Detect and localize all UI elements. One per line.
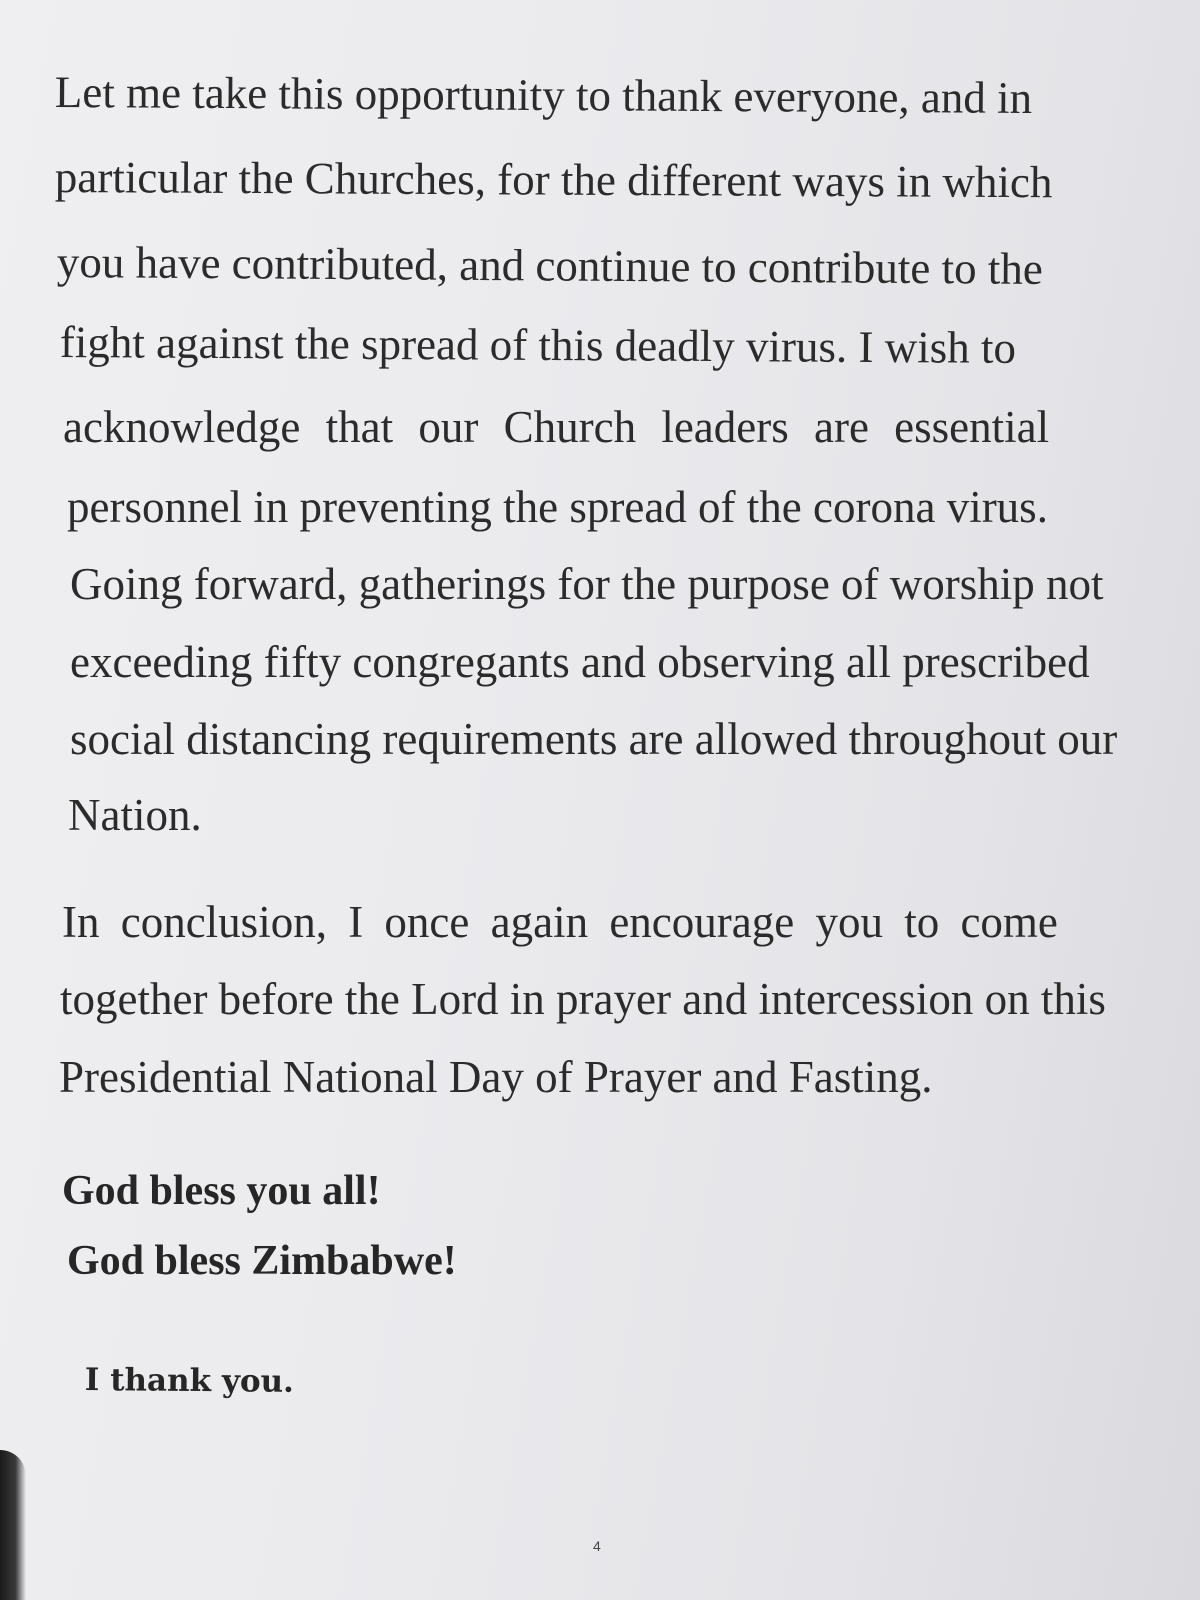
paragraph-line — [63, 402, 1200, 452]
paragraph-line — [60, 974, 1200, 1024]
line-text: Presidential National Day of Prayer and Fasting. — [59, 1052, 933, 1102]
paragraph-line — [54, 152, 1200, 208]
paragraph-line — [62, 897, 1200, 947]
paragraph-line — [70, 559, 1200, 609]
paragraph-line — [54, 67, 1175, 123]
line-text: social distancing requirements are allowed throughout our — [70, 714, 1118, 764]
thank-you — [84, 1362, 1200, 1406]
thank-you-text: I thank you. — [84, 1362, 295, 1400]
page-number: 4 — [593, 1538, 601, 1554]
paragraph-line — [59, 317, 1200, 373]
blessing-all-text: God bless you all! — [62, 1168, 381, 1214]
blessing-all — [62, 1170, 1200, 1212]
line-text: exceeding fifty congregants and observing all prescribed — [70, 637, 1090, 687]
paragraph-line — [70, 637, 1200, 687]
line-text: Going forward, gatherings for the purpose of worship not — [70, 559, 1104, 609]
page-edge-shadow — [0, 1450, 26, 1600]
paragraph-line — [68, 790, 1200, 840]
paragraph-line — [56, 237, 1200, 294]
line-text: fight against the spread of this deadly virus. I wish to — [59, 317, 1017, 373]
line-text: In conclusion, I once again encourage you to come — [62, 897, 1058, 947]
line-text: acknowledge that our Church leaders are essential — [63, 402, 1050, 452]
blessing-nation — [67, 1240, 1200, 1282]
paragraph-line — [59, 1052, 1200, 1102]
line-text: you have contributed, and continue to contribute to the — [56, 237, 1043, 294]
line-text: Let me take this opportunity to thank everyone, and in — [54, 67, 1033, 123]
line-text: together before the Lord in prayer and intercession on this — [60, 974, 1106, 1024]
line-text: Nation. — [68, 790, 202, 840]
blessing-nation-text: God bless Zimbabwe! — [67, 1238, 457, 1284]
paragraph-line — [70, 714, 1200, 764]
line-text: particular the Churches, for the different ways in which — [54, 152, 1053, 208]
paragraph-line — [67, 482, 1200, 532]
line-text: personnel in preventing the spread of the corona virus. — [67, 482, 1048, 532]
